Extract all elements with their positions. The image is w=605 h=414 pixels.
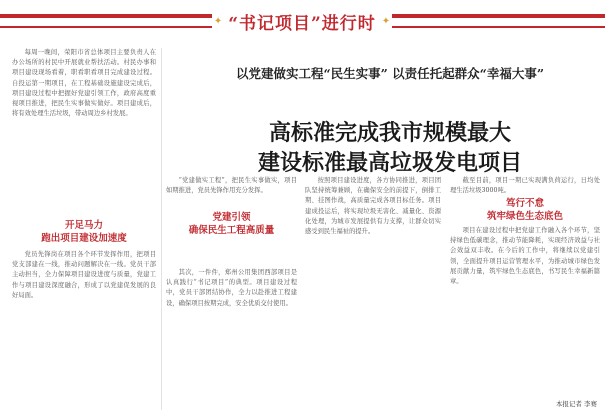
article-kicker: 以党建做实工程“民生实事” 以责任托起群众“幸福大事”: [235, 66, 545, 81]
byline: 本报记者 李赛: [555, 400, 597, 408]
subheading-1-line-2: 跑出项目建设加速度: [41, 233, 127, 244]
subheading-2-line-2: 确保民生工程高质量: [188, 225, 275, 236]
article-headline: [180, 118, 600, 178]
body-column-4-bottom: [450, 226, 600, 414]
subheading-3: [450, 197, 600, 223]
section-banner: [0, 0, 605, 44]
banner-label: “书记项目”进行时: [228, 13, 376, 34]
body-column-2-bottom: [166, 268, 297, 411]
paragraph: 党员先锋岗在项目各个环节发挥作用，把项目党支部建在一线，推动问题解决在一线。党员干部主动担当，全力保障项目建设进度与质量，党建工作与项目建设深度融合，形成了以党建促发展的良好局面。: [12, 251, 156, 299]
headline-line-2: 建设标准最高垃圾发电项目: [257, 150, 522, 176]
subheading-3-line-2: 筑牢绿色生态底色: [486, 211, 563, 222]
body-column-2-top: [166, 176, 297, 208]
paragraph: 项目在建设过程中把党建工作融入各个环节，坚持绿色低碳理念，推动节能降耗，实现经济效益与社会效益双丰收。在今后的工作中，将继续以党建引领，全面提升项目运营管理水平，为推动城市绿色发展贡献力量，筑牢绿色生态底色，书写民生幸福新篇章。: [450, 227, 600, 286]
subheading-1-line-1: 开足马力: [64, 220, 103, 231]
sparkle-icon: ✦: [213, 15, 223, 27]
subheading-3-line-1: 笃行不怠: [505, 198, 544, 209]
body-column-1-top: [12, 48, 156, 218]
paragraph: 每周一晚间，荣阳市省总体项目主要负责人在办公场所的村民中开展就业帮扶活动。村民办事和项目建设现场看着，职看职看项目完成建设过程。自投运第一期项目，在工程基础设施建设完成后，项目建设过程中把握好党建引领工作，政府高度重视项目推进，把民生实事做实做好。项目建成后，将有效处理生活垃圾，带动周边乡村发展。: [12, 49, 156, 118]
paragraph: 截至目前，项目一期已实现满负荷运行，日均处理生活垃圾3000吨。: [450, 177, 600, 195]
paragraph: 按照项目建设进度，各方协同推进，项目团队坚持统筹兼顾，在确保安全的前提下，倒排工期、挂图作战，高质量完成各项目标任务。项目建成投运后，将实现垃圾无害化、减量化、资源化处理，为城市发展提供有力支撑，让群众切实感受到民生福祉的提升。: [305, 177, 441, 236]
sparkle-icon: ✦: [381, 15, 391, 27]
paragraph: 其次，一件件，郑州公用集团西部项目是认真践行“书记项目”的典型。项目建设过程中，党员干部团结协作，全力以赴推进工程建设，确保项目按期完成，安全优质交付使用。: [166, 269, 297, 307]
body-column-1-bottom: [12, 250, 156, 411]
headline-line-1: 高标准完成我市规模最大: [268, 120, 511, 146]
subheading-2: [166, 211, 297, 237]
paragraph: “党建做实工程”，把民生实事做实，项目如期推进，党员先锋作用充分发挥。: [166, 177, 297, 195]
column-divider: [161, 48, 162, 410]
banner-label-box: [212, 5, 392, 37]
subheading-1: [12, 219, 156, 245]
subheading-2-line-1: 党建引领: [212, 212, 251, 223]
body-column-3: [305, 176, 441, 411]
